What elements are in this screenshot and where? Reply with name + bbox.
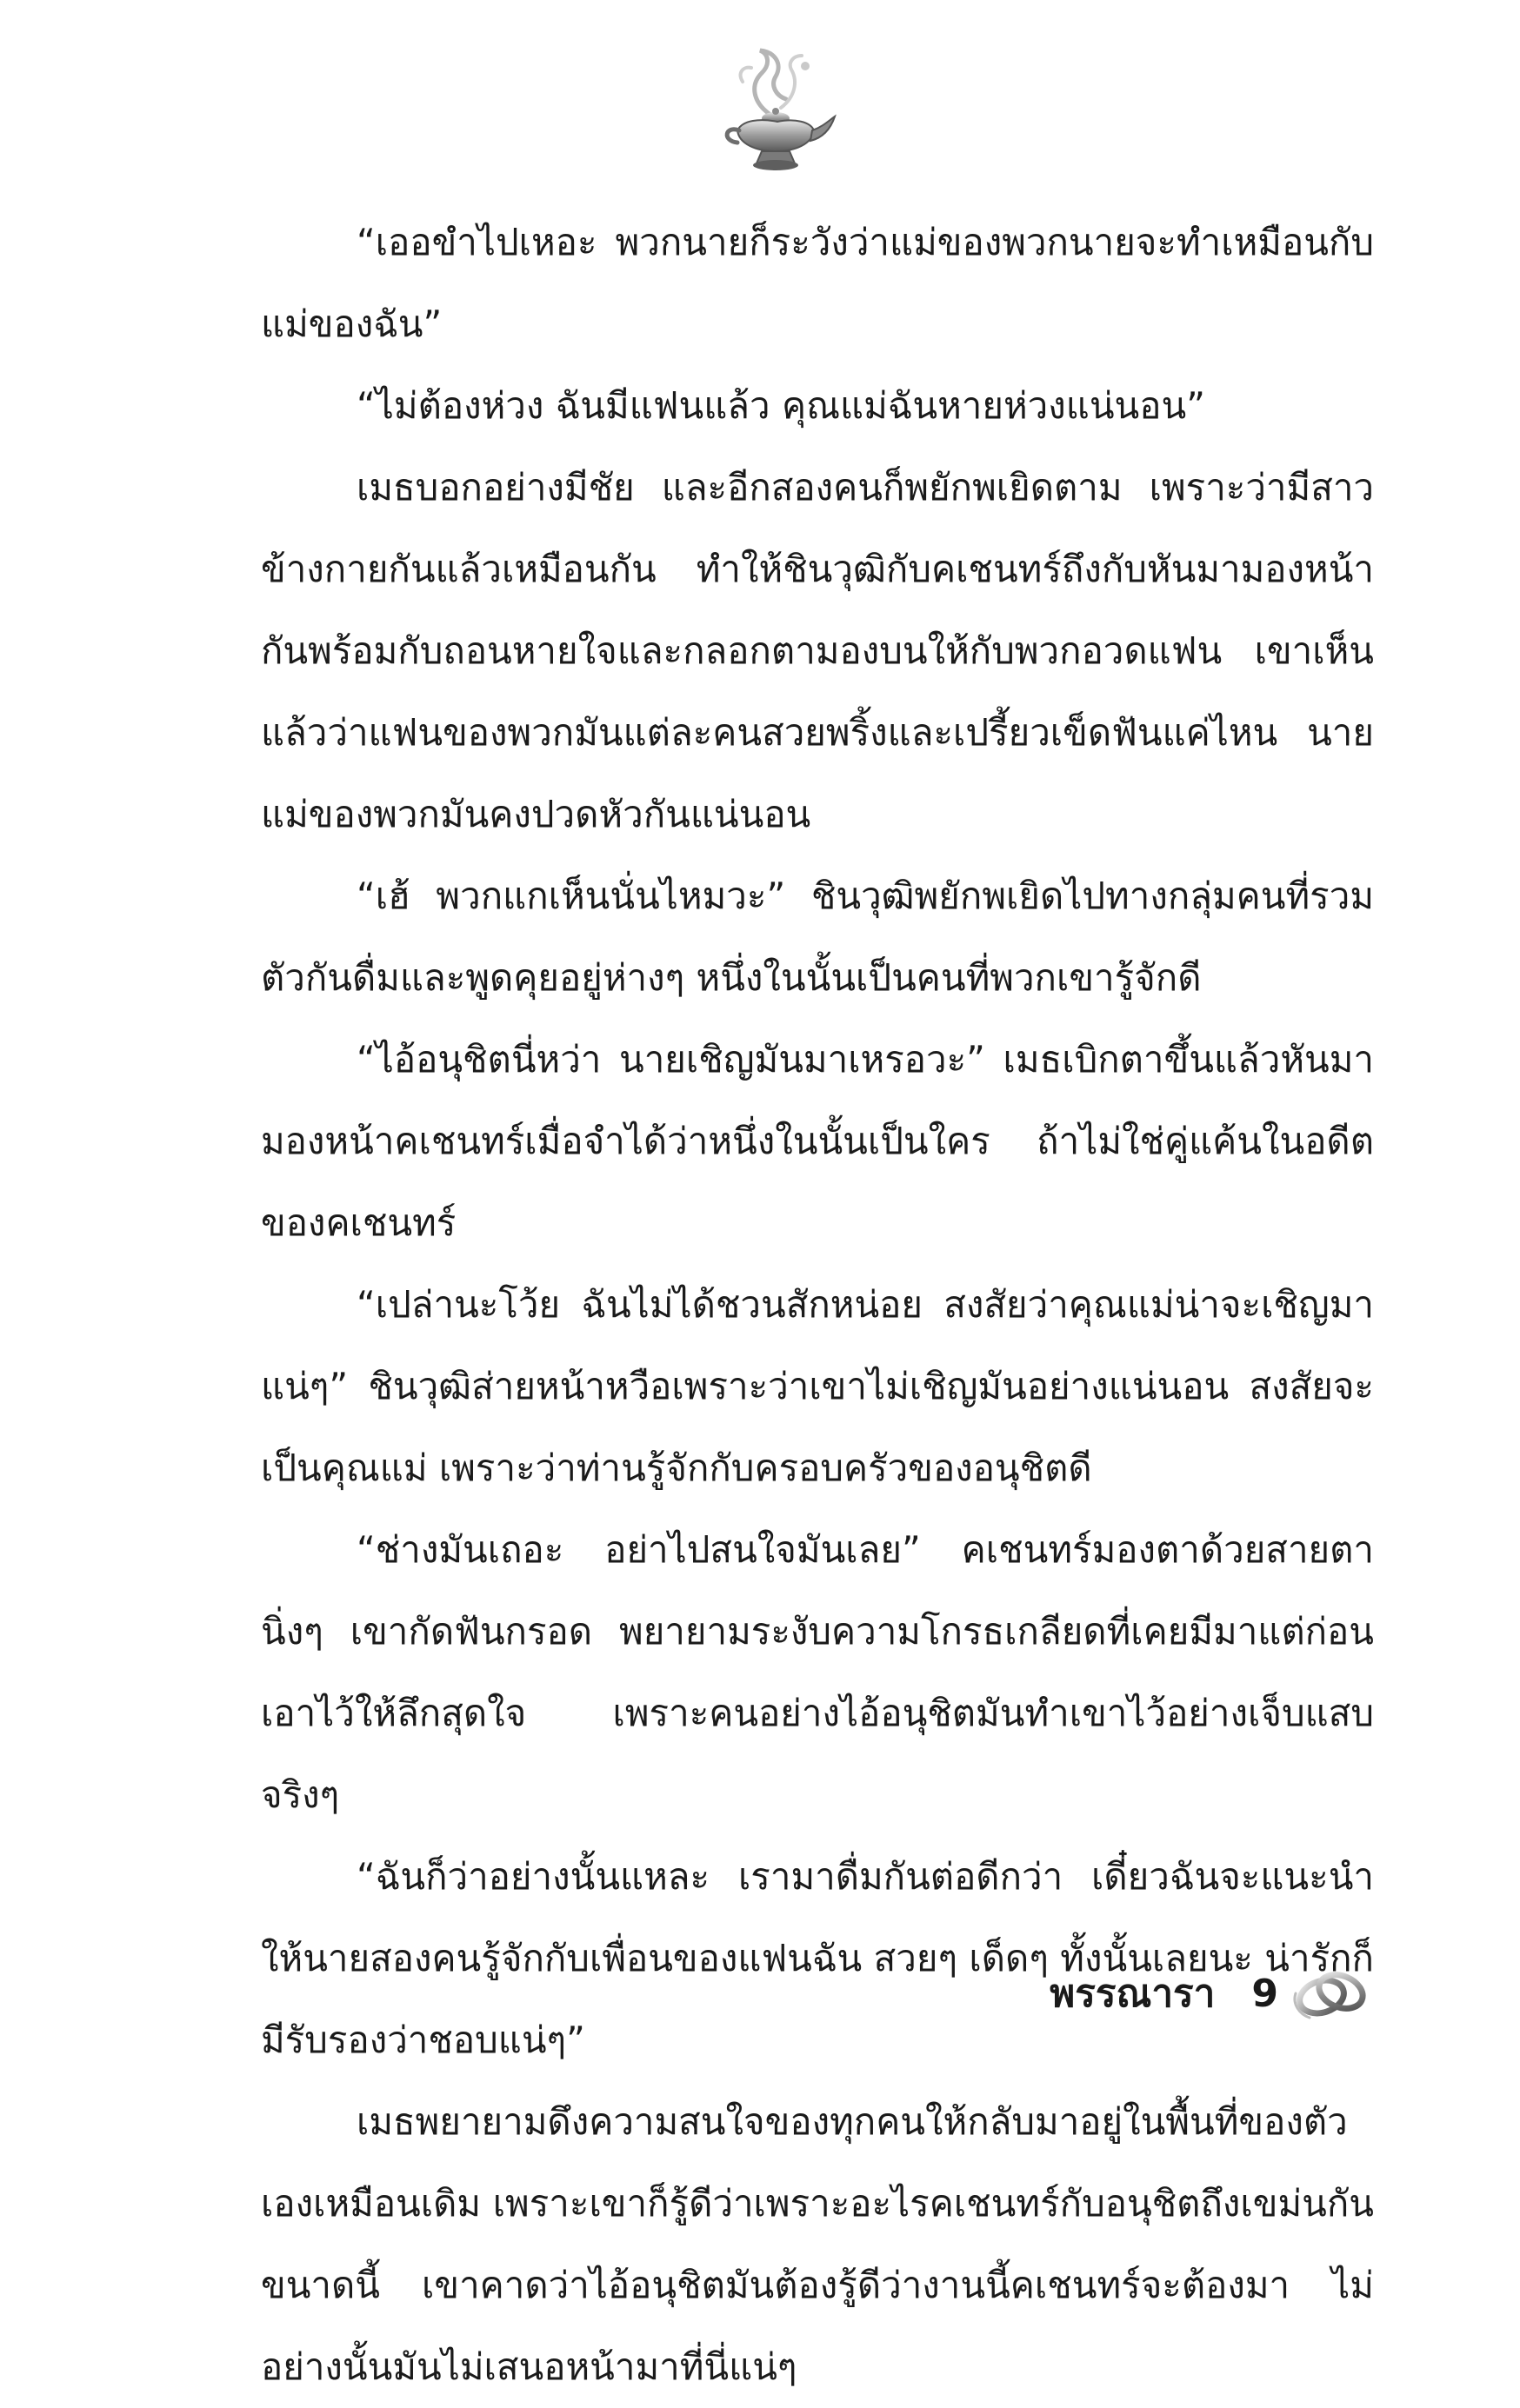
paragraph: “ฉันก็ว่าอย่างนั้นแหละ เรามาดื่มกันต่อดีกว่า เดี๋ยวฉันจะแนะนำให้นายสองคนรู้จักกับเพื่อนของแฟนฉัน สวยๆ เด็ดๆ ทั้งนั้นเลยนะ น่ารักก็มีรับรองว่าชอบแน่ๆ” [261, 1855, 1374, 2061]
paragraph: “เฮ้ พวกแกเห็นนั่นไหมวะ” ชินวุฒิพยักพเยิดไปทางกลุ่มคนที่รวมตัวกันดื่มและพูดคุยอยู่ห่างๆ หนึ่งในนั้นเป็นคนที่พวกเขารู้จักดี [261, 875, 1374, 999]
paragraph: เมธพยายามดึงความสนใจของทุกคนให้กลับมาอยู่ในพื้นที่ของตัวเองเหมือนเดิม เพราะเขาก็รู้ดีว่าเพราะอะไรคเชนทร์กับอนุชิตถึงเขม่นกันขนาดนี้ เขาคาดว่าไอ้อนุชิตมันต้องรู้ดีว่างานนี้คเชนทร์จะต้องมา ไม่อย่างนั้นมันไม่เสนอหน้ามาที่นี่แน่ๆ [261, 2100, 1374, 2388]
page-footer [1050, 1954, 1372, 2032]
book-title: พรรณารา [1050, 1972, 1216, 2016]
paragraph: “ไอ้อนุชิตนี่หว่า นายเชิญมันมาเหรอวะ” เมธเบิกตาขึ้นแล้วหันมามองหน้าคเชนทร์เมื่อจำได้ว่าหนึ่งในนั้นเป็นใคร ถ้าไม่ใช่คู่แค้นในอดีตของคเชนทร์ [261, 1038, 1374, 1244]
paragraph: “ช่างมันเถอะ อย่าไปสนใจมันเลย” คเชนทร์มองตาด้วยสายตานิ่งๆ เขากัดฟันกรอด พยายามระงับความโกรธเกลียดที่เคยมีมาแต่ก่อนเอาไว้ให้ลึกสุดใจ เพราะคนอย่างไอ้อนุชิตมันทำเขาไว้อย่างเจ็บแสบจริงๆ [261, 1528, 1374, 1816]
paragraph: เมธบอกอย่างมีชัย และอีกสองคนก็พยักพเยิดตาม เพราะว่ามีสาวข้างกายกันแล้วเหมือนกัน ทำให้ชินวุฒิกับคเชนทร์ถึงกับหันมามองหน้ากันพร้อมกับถอนหายใจและกลอกตามองบนให้กับพวกอวดแฟน เขาเห็นแล้วว่าแฟนของพวกมันแต่ละคนสวยพริ้งและเปรี้ยวเข็ดฟันแค่ไหน นายแม่ของพวกมันคงปวดหัวกันแน่นอน [261, 466, 1374, 835]
body-text [261, 202, 1374, 2408]
genie-lamp-icon [708, 47, 838, 186]
page-number: 9 [1251, 1971, 1278, 2016]
paragraph: “ไม่ต้องห่วง ฉันมีแฟนแล้ว คุณแม่ฉันหายห่วงแน่นอน” [357, 384, 1205, 427]
wedding-rings-icon [1289, 1959, 1372, 2028]
paragraph: “เออขำไปเหอะ พวกนายก็ระวังว่าแม่ของพวกนายจะทำเหมือนกับแม่ของฉัน” [261, 221, 1374, 345]
paragraph: “เปล่านะโว้ย ฉันไม่ได้ชวนสักหน่อย สงสัยว่าคุณแม่น่าจะเชิญมาแน่ๆ” ชินวุฒิส่ายหน้าหวือเพราะว่าเขาไม่เชิญมันอย่างแน่นอน สงสัยจะเป็นคุณแม่ เพราะว่าท่านรู้จักกับครอบครัวของอนุชิตดี [261, 1283, 1374, 1489]
